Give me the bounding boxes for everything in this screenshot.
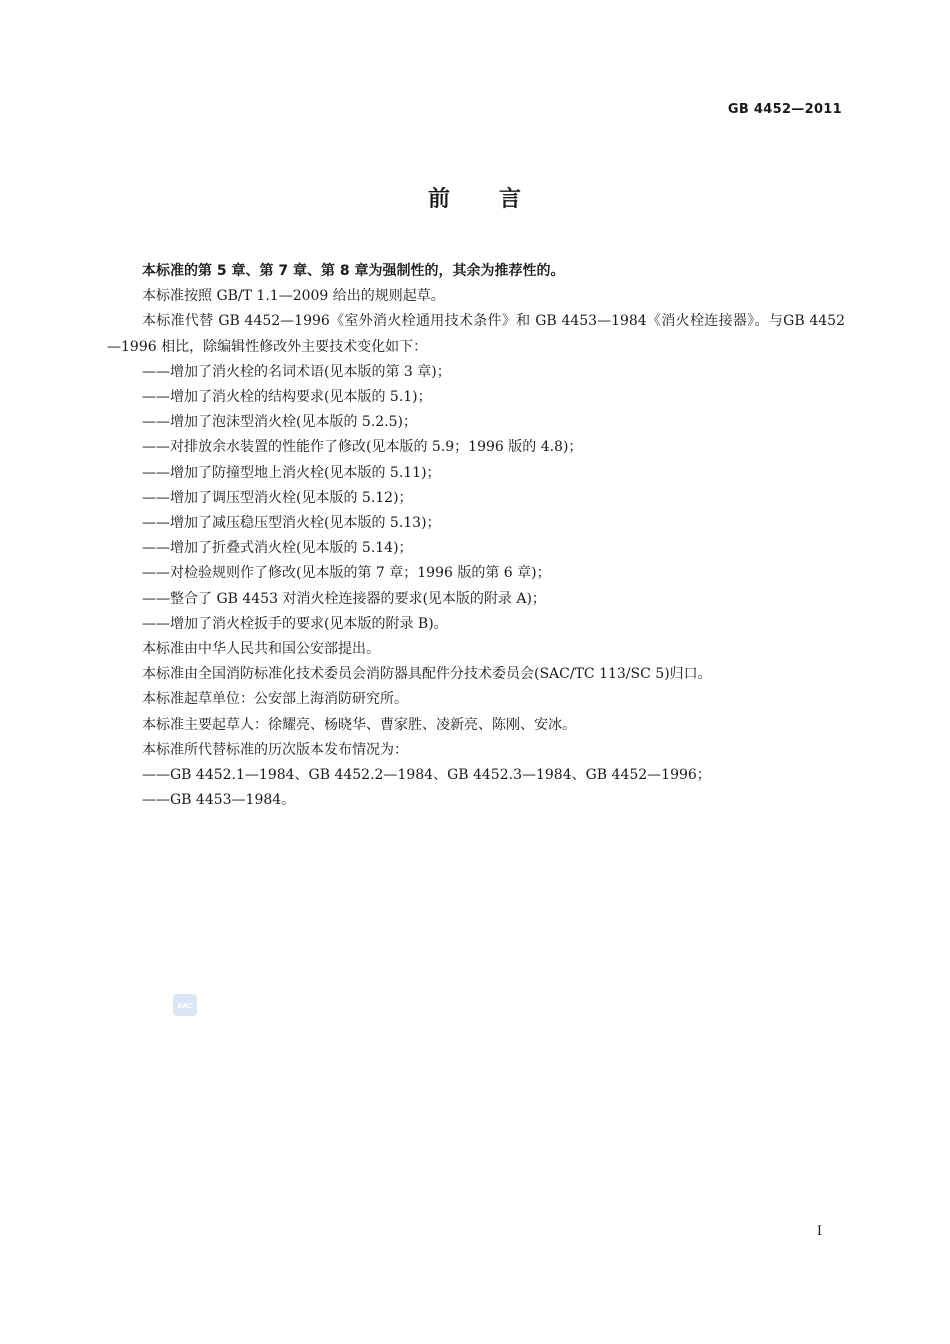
previous-edition-item: ——GB 4453—1984。 <box>142 792 296 809</box>
change-item: ——对检验规则作了修改(见本版的第 7 章；1996 版的第 6 章)； <box>142 565 551 582</box>
standard-number: GB 4452—2011 <box>727 102 842 117</box>
previous-editions-paragraph: 本标准所代替标准的历次版本发布情况为： <box>142 741 408 758</box>
change-item: ——对排放余水装置的性能作了修改(见本版的 5.9；1996 版的 4.8)； <box>142 439 583 456</box>
responsible-committee-paragraph: 本标准由全国消防标准化技术委员会消防器具配件分技术委员会(SAC/TC 113/SC 5)归口。 <box>142 666 712 683</box>
proposer-paragraph: 本标准由中华人民共和国公安部提出。 <box>142 641 380 658</box>
drafting-organization-paragraph: 本标准起草单位：公安部上海消防研究所。 <box>142 691 408 708</box>
svg-text:SAC: SAC <box>177 1002 193 1010</box>
page-number: I <box>816 1224 822 1239</box>
page-title-char-1: 前 <box>427 187 451 212</box>
change-item: ——增加了泡沫型消火栓(见本版的 5.2.5)； <box>142 414 417 431</box>
drafters-paragraph: 本标准主要起草人：徐耀亮、杨晓华、曹家胜、凌新亮、陈刚、安冰。 <box>142 716 576 733</box>
change-item: ——增加了折叠式消火栓(见本版的 5.14)； <box>142 540 413 557</box>
mandatory-clause-statement: 本标准的第 5 章、第 7 章、第 8 章为强制性的，其余为推荐性的。 <box>142 263 565 279</box>
sac-watermark-logo <box>173 994 197 1016</box>
page-title-char-2: 言 <box>499 187 523 212</box>
change-item: ——增加了消火栓的结构要求(见本版的 5.1)； <box>142 389 432 406</box>
change-item: ——增加了调压型消火栓(见本版的 5.12)； <box>142 489 413 506</box>
change-item: ——增加了减压稳压型消火栓(见本版的 5.13)； <box>142 515 441 532</box>
previous-edition-item: ——GB 4452.1—1984、GB 4452.2—1984、GB 4452.3—1984、GB 4452—1996； <box>142 767 711 784</box>
change-item: ——增加了消火栓的名词术语(见本版的第 3 章)； <box>142 363 451 380</box>
change-item: ——增加了消火栓扳手的要求(见本版的附录 B)。 <box>142 615 448 632</box>
replacement-paragraph: 本标准代替 GB 4452—1996《室外消火栓通用技术条件》和 GB 4453—1984《消火栓连接器》。与GB 4452—1996 相比，除编辑性修改外主要技术变化如下： <box>107 313 845 355</box>
page-title <box>0 182 950 213</box>
change-item: ——整合了 GB 4453 对消火栓连接器的要求(见本版的附录 A)； <box>142 590 546 607</box>
drafting-rules-paragraph: 本标准按照 GB/T 1.1—2009 给出的规则起草。 <box>142 288 445 305</box>
change-item: ——增加了防撞型地上消火栓(见本版的 5.11)； <box>142 464 441 481</box>
foreword-body <box>107 259 845 813</box>
